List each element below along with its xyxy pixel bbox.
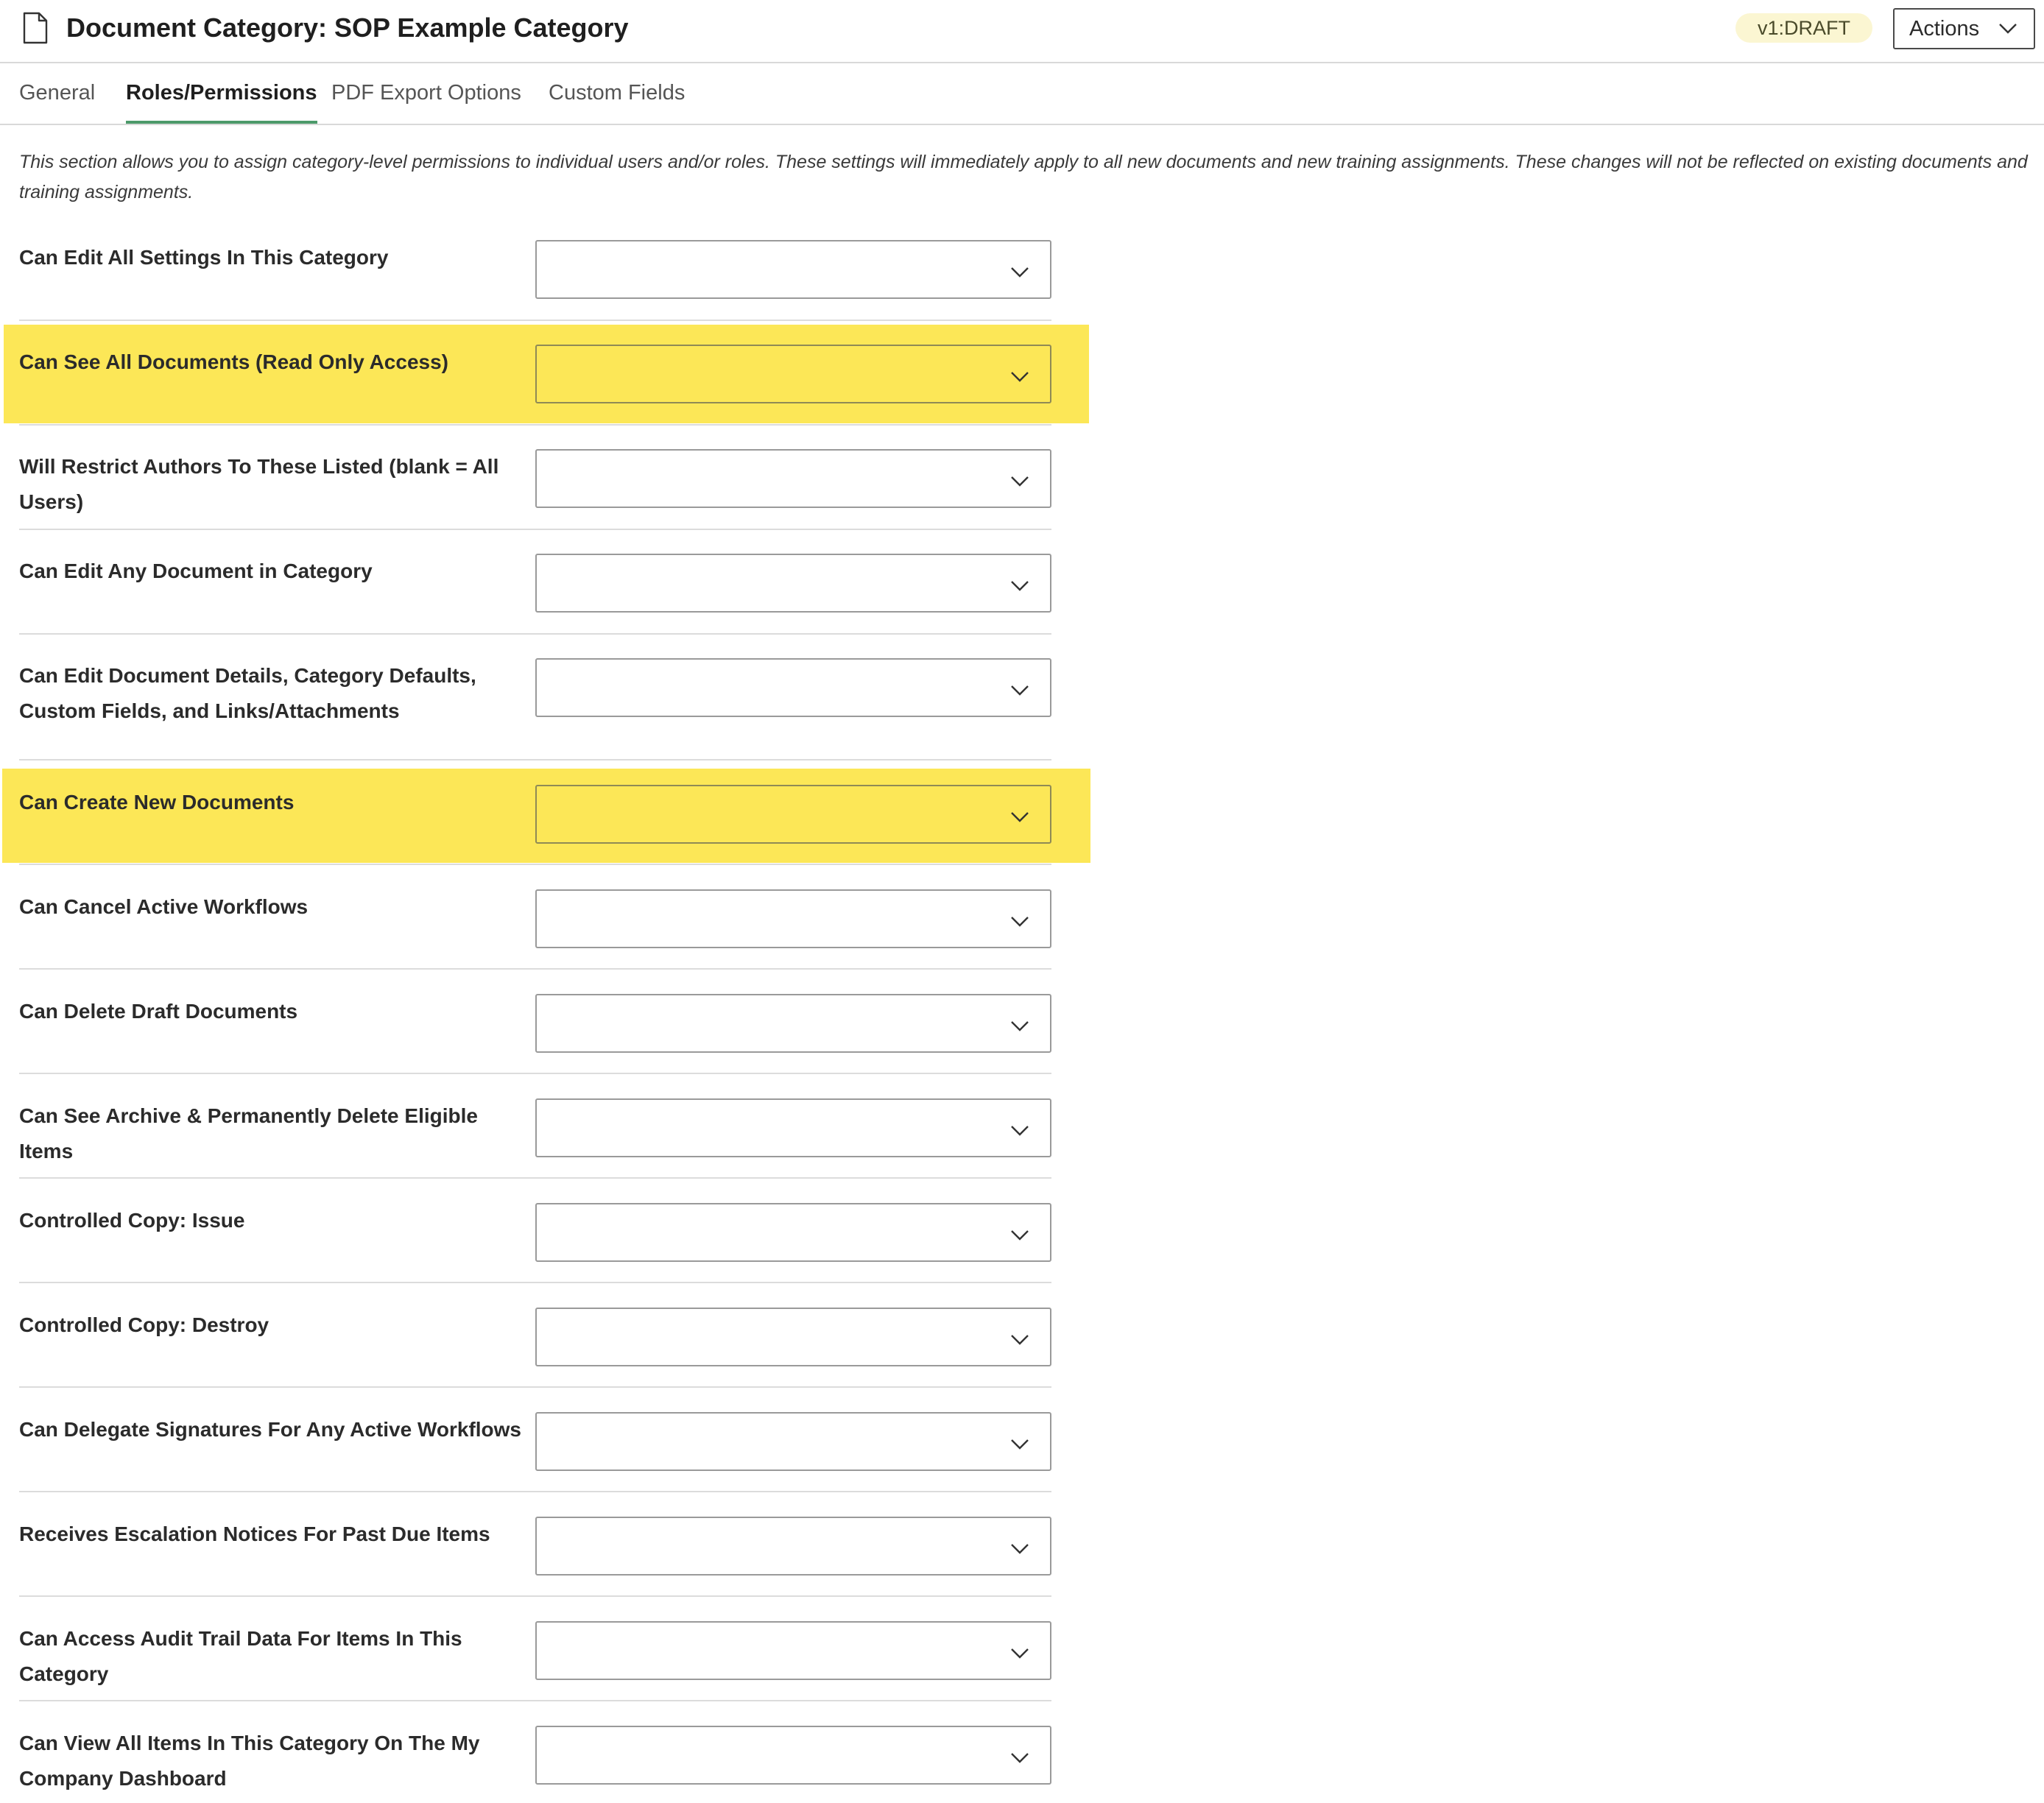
- permission-select[interactable]: [535, 449, 1051, 508]
- chevron-down-icon: [1010, 1229, 1029, 1241]
- chevron-down-icon: [1010, 1125, 1029, 1137]
- permission-label: Can See All Documents (Read Only Access): [19, 350, 448, 373]
- row-divider: [19, 1595, 1051, 1597]
- row-divider: [19, 529, 1051, 530]
- permission-label: Can Cancel Active Workflows: [19, 895, 309, 918]
- permission-label: Can Delegate Signatures For Any Active Workflows: [19, 1418, 522, 1441]
- row-divider: [19, 1177, 1051, 1179]
- permission-row: [19, 658, 1051, 761]
- chevron-down-icon: [1010, 1648, 1029, 1659]
- chevron-down-icon: [1010, 1752, 1029, 1764]
- permission-select[interactable]: [535, 1203, 1051, 1262]
- permission-select[interactable]: [535, 554, 1051, 613]
- tab-bar: [0, 63, 2044, 125]
- row-divider: [19, 633, 1051, 635]
- permission-row: [19, 1412, 1051, 1515]
- page-header: [0, 0, 2044, 63]
- permission-row: [19, 345, 1051, 448]
- chevron-down-icon: [1010, 267, 1029, 278]
- permission-row: [19, 889, 1051, 992]
- page-title: Document Category: SOP Example Category: [66, 13, 629, 43]
- chevron-down-icon: [1010, 371, 1029, 383]
- permission-select[interactable]: [535, 994, 1051, 1053]
- permission-row: [19, 1308, 1051, 1411]
- permission-select[interactable]: [535, 1308, 1051, 1366]
- row-divider: [19, 1386, 1051, 1388]
- permission-select[interactable]: [535, 1412, 1051, 1471]
- permission-label: Controlled Copy: Issue: [19, 1209, 245, 1232]
- chevron-down-icon: [1010, 916, 1029, 928]
- permission-row: [19, 1517, 1051, 1620]
- permission-label: Can Edit Document Details, Category Defaults, Custom Fields, and Links/Attachments: [19, 664, 476, 722]
- permission-label: Can Delete Draft Documents: [19, 1000, 298, 1023]
- tab-roles-permissions[interactable]: Roles/Permissions: [126, 63, 317, 124]
- permission-row: [19, 785, 1051, 888]
- tab-custom-fields[interactable]: Custom Fields: [549, 81, 686, 105]
- permission-label: Can View All Items In This Category On The My Company Dashboard: [19, 1732, 480, 1790]
- permission-row: [19, 1726, 1051, 1799]
- permission-row: [19, 1621, 1051, 1724]
- permission-row: [19, 240, 1051, 343]
- row-divider: [19, 1491, 1051, 1492]
- section-description: This section allows you to assign category-level permissions to individual users and/or roles. These settings will immediately apply to all new documents and new training assignments. These changes will not be reflected on existing documents and training assignments.: [19, 152, 2028, 202]
- version-status-badge: v1:DRAFT: [1735, 13, 1872, 43]
- chevron-down-icon: [1010, 1543, 1029, 1555]
- chevron-down-icon: [1010, 580, 1029, 592]
- permission-label: Controlled Copy: Destroy: [19, 1313, 269, 1336]
- permission-row: [19, 1203, 1051, 1306]
- row-divider: [19, 320, 1051, 321]
- permission-select[interactable]: [535, 345, 1051, 403]
- permission-select[interactable]: [535, 1517, 1051, 1576]
- chevron-down-icon: [1010, 1439, 1029, 1450]
- permission-row: [19, 554, 1051, 657]
- permission-label: Receives Escalation Notices For Past Due Items: [19, 1523, 490, 1545]
- chevron-down-icon: [1010, 476, 1029, 487]
- actions-button-label: Actions: [1909, 16, 1980, 40]
- permission-select[interactable]: [535, 1726, 1051, 1785]
- permission-row: [19, 1098, 1051, 1202]
- permission-label: Can Access Audit Trail Data For Items In This Category: [19, 1627, 462, 1685]
- chevron-down-icon: [1010, 1334, 1029, 1346]
- chevron-down-icon: [1010, 685, 1029, 696]
- row-divider: [19, 759, 1051, 761]
- permission-label: Will Restrict Authors To These Listed (blank = All Users): [19, 455, 499, 513]
- tab-general[interactable]: General: [19, 81, 96, 105]
- tab-pdf-export-options[interactable]: PDF Export Options: [331, 81, 521, 105]
- permission-select[interactable]: [535, 1098, 1051, 1157]
- permission-select[interactable]: [535, 1621, 1051, 1680]
- row-divider: [19, 1282, 1051, 1283]
- document-icon: [22, 12, 49, 44]
- permission-label: Can Edit Any Document in Category: [19, 560, 373, 582]
- row-divider: [19, 1700, 1051, 1701]
- permission-select[interactable]: [535, 240, 1051, 299]
- chevron-down-icon: [1010, 1020, 1029, 1032]
- permission-label: Can See Archive & Permanently Delete Eligible Items: [19, 1104, 478, 1162]
- actions-dropdown-button[interactable]: [1893, 8, 2035, 49]
- row-divider: [19, 968, 1051, 970]
- row-divider: [19, 424, 1051, 426]
- permission-row: [19, 994, 1051, 1097]
- permission-select[interactable]: [535, 658, 1051, 717]
- row-divider: [19, 1073, 1051, 1074]
- permission-row: [19, 449, 1051, 552]
- chevron-down-icon: [1998, 22, 2017, 35]
- permission-label: Can Create New Documents: [19, 791, 295, 814]
- row-divider: [19, 864, 1051, 865]
- permission-label: Can Edit All Settings In This Category: [19, 246, 389, 269]
- permission-select[interactable]: [535, 889, 1051, 948]
- chevron-down-icon: [1010, 811, 1029, 823]
- permission-select[interactable]: [535, 785, 1051, 844]
